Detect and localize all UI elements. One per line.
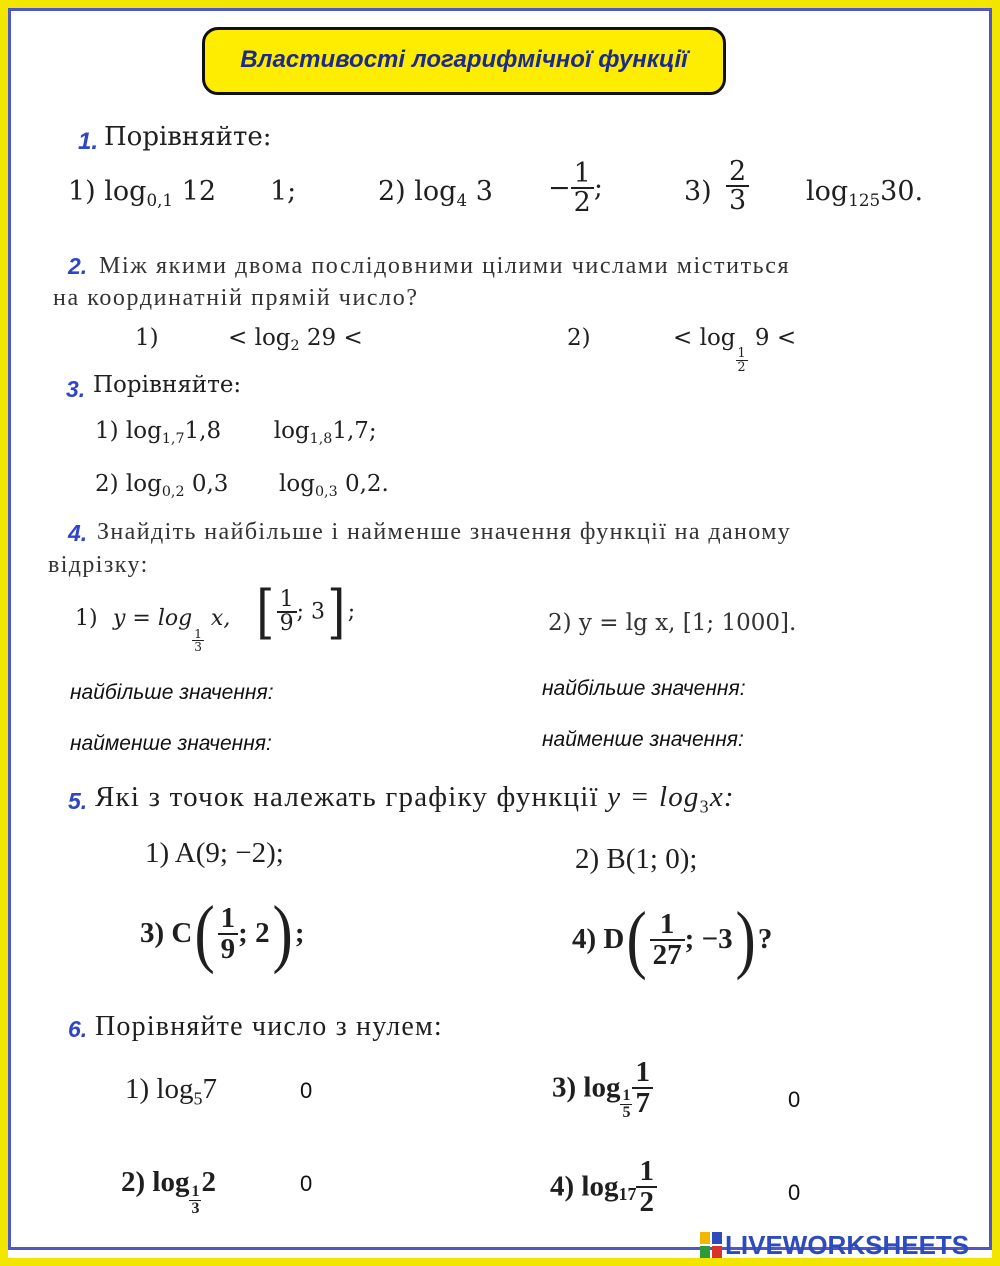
item-label: 1) log	[95, 418, 162, 444]
log-base: 125	[848, 189, 881, 210]
task-1-item-1-arg: 12	[181, 176, 217, 207]
task-1-item-1-prefix: 1) log	[68, 176, 147, 207]
fraction-two-thirds	[726, 158, 749, 214]
liveworksheets-mark-icon	[700, 1232, 722, 1258]
right-bracket-icon: ]	[327, 578, 346, 646]
task-1-item-3-fraction	[726, 158, 749, 214]
expr-suffix: 29 <	[306, 325, 363, 351]
task-6-item-4	[550, 1157, 657, 1217]
log-argument: 0,2.	[344, 471, 389, 497]
task-4-question-line-1: Знайдіть найбільше і найменше значення функції на даному	[97, 519, 792, 545]
task-6-number: 6.	[68, 1016, 88, 1042]
task-1-heading: Порівняйте:	[104, 122, 272, 152]
function-variable: x:	[709, 781, 735, 813]
question-mark: ?	[757, 923, 773, 955]
heading-text: Які з точок належать графіку функції	[95, 781, 599, 813]
item-label: 2) log	[95, 471, 162, 497]
task-2-number: 2.	[68, 253, 88, 279]
expr-prefix: < log	[228, 325, 291, 351]
interval-end: ; 3	[296, 599, 326, 625]
fraction-numerator: 1	[639, 1155, 654, 1187]
task-4-item-2: 2) y = lg x, [1; 1000].	[548, 610, 797, 636]
title-banner	[202, 27, 726, 95]
liveworksheets-brand-text: LIVEWORKSHEETS	[725, 1230, 970, 1260]
point-coordinate: ; −3	[684, 923, 733, 955]
task-6-item-2-zero: 0	[300, 1171, 313, 1196]
task-1-item-2-prefix: 2) log	[378, 176, 457, 207]
log-base: 1,8	[309, 430, 333, 447]
task-2-question-line-1: Між якими двома послідовними цілими числами міститься	[99, 253, 791, 279]
fraction-denominator: 7	[632, 1087, 653, 1118]
log-argument: 1,8	[184, 418, 222, 444]
left-bracket-icon: [	[256, 578, 275, 646]
item-label: 4) log	[550, 1170, 619, 1203]
log-argument: 7	[202, 1073, 217, 1105]
log-argument: 0,3	[191, 471, 229, 497]
fraction-numerator: 2	[729, 156, 747, 187]
fraction-denominator: 2	[571, 187, 594, 216]
task-4-item-1-max-label: найбільше значення:	[70, 681, 274, 704]
log-argument-fraction	[636, 1157, 657, 1217]
task-4-item-1-min-label: найменше значення:	[70, 732, 272, 755]
task-1-item-2	[378, 176, 493, 210]
fraction-one-half	[571, 160, 594, 216]
task-5-heading	[95, 781, 735, 817]
task-1-number: 1.	[78, 128, 99, 155]
task-3-number: 3.	[66, 376, 86, 402]
task-2-item-1-label: 1)	[135, 325, 159, 351]
task-5-point-2: 2) B(1; 0);	[575, 843, 698, 875]
left-paren-icon: (	[194, 891, 216, 975]
log-base: 3	[699, 796, 710, 817]
semicolon: ;	[593, 172, 603, 204]
fraction-denominator: 3	[194, 640, 202, 654]
task-6-item-1-zero: 0	[300, 1078, 313, 1103]
expr-prefix: < log	[673, 325, 736, 351]
task-4-item-1-label: 1)	[75, 606, 98, 631]
log-base-fraction	[736, 347, 748, 373]
fraction-numerator: 1	[220, 901, 236, 934]
fraction-denominator: 5	[622, 1103, 631, 1121]
task-6-item-1	[125, 1073, 217, 1109]
task-4-item-1-function	[113, 606, 230, 653]
point-label: 4) D	[572, 923, 625, 955]
fraction-numerator: 1	[737, 345, 746, 361]
fraction-numerator: 1	[279, 587, 294, 612]
task-2-item-1-expr	[228, 325, 363, 354]
fraction-one-ninth	[277, 589, 297, 635]
task-4-item-2-max-label: найбільше значення:	[542, 677, 746, 700]
fraction-one-twenty-seventh	[650, 907, 685, 971]
expr-suffix: 9 <	[754, 325, 797, 351]
log-base: 1,7	[161, 430, 185, 447]
fraction-denominator: 9	[277, 611, 297, 635]
fraction-numerator: 1	[659, 907, 675, 940]
page-title: Властивості логарифмічної функції	[240, 46, 688, 73]
task-1-item-3-log	[806, 176, 923, 210]
task-1-item-1	[68, 176, 216, 210]
task-6-item-3-zero: 0	[788, 1087, 801, 1112]
log-word: log	[279, 471, 315, 497]
log-base-fraction	[189, 1184, 201, 1217]
fraction-denominator: 2	[636, 1186, 657, 1217]
fraction-numerator: 1	[635, 1056, 650, 1088]
task-5-number: 5.	[68, 788, 88, 814]
point-label: 3) C	[140, 917, 193, 949]
item-label: 1) log	[125, 1073, 194, 1105]
semicolon: ;	[294, 917, 305, 949]
fraction-numerator: 1	[573, 158, 591, 189]
log-base: 0,3	[314, 483, 338, 500]
right-paren-icon: )	[735, 897, 756, 981]
fraction-denominator: 3	[191, 1200, 200, 1217]
task-2-item-2-label: 2)	[567, 325, 591, 351]
fraction-numerator: 1	[622, 1086, 631, 1104]
fraction-one-ninth	[218, 901, 239, 965]
log-base: 2	[290, 337, 300, 354]
log-base-fraction	[620, 1088, 632, 1121]
log-base: 0,2	[161, 483, 185, 500]
log-base: 17	[618, 1183, 637, 1204]
task-3-heading: Порівняйте:	[93, 372, 242, 398]
task-3-item-2	[95, 471, 389, 500]
log-argument: 1,7;	[332, 418, 377, 444]
log-word: log	[273, 418, 310, 444]
log-argument-fraction	[632, 1058, 653, 1118]
task-1-item-2-rhs	[548, 160, 603, 216]
log-word: log	[806, 176, 849, 207]
item-label: 2) log	[121, 1166, 190, 1198]
function-expr: y = log	[113, 606, 193, 631]
task-1-item-2-arg: 3	[475, 176, 493, 207]
right-paren-icon: )	[272, 891, 293, 975]
task-5-point-3	[140, 890, 305, 977]
log-argument: 2	[201, 1166, 216, 1198]
function-variable: x,	[210, 606, 231, 631]
minus-sign: −	[548, 172, 571, 204]
task-5-point-4	[572, 896, 772, 983]
log-argument: 30.	[880, 176, 924, 207]
task-5-point-1: 1) A(9; −2);	[145, 837, 284, 869]
task-1-item-1-rhs: 1;	[270, 176, 297, 207]
task-6-item-3	[552, 1058, 653, 1121]
fraction-denominator: 9	[218, 933, 239, 964]
log-base: 5	[193, 1088, 203, 1109]
task-4-item-2-min-label: найменше значення:	[542, 728, 744, 751]
fraction-numerator: 1	[191, 1183, 200, 1201]
task-1-item-2-base: 4	[456, 189, 468, 210]
fraction-denominator: 3	[726, 185, 749, 214]
task-4-item-1-interval	[254, 578, 355, 646]
task-2-question-line-2: на координатній прямій число?	[53, 285, 419, 311]
function-expr: y = log	[607, 781, 700, 813]
fraction-numerator: 1	[194, 626, 202, 641]
task-6-item-4-zero: 0	[788, 1180, 801, 1205]
task-3-item-1	[95, 418, 377, 447]
log-base-fraction	[192, 628, 204, 653]
task-6-item-2	[121, 1166, 216, 1217]
item-label: 3) log	[552, 1071, 621, 1104]
fraction-denominator: 2	[737, 359, 746, 374]
semicolon: ;	[347, 599, 356, 625]
task-1-item-1-base: 0,1	[146, 189, 174, 210]
task-1-item-3-label: 3)	[684, 176, 712, 207]
task-6-heading: Порівняйте число з нулем:	[95, 1011, 443, 1042]
point-coordinate: ; 2	[238, 917, 270, 949]
left-paren-icon: (	[626, 897, 648, 981]
task-4-question-line-2: відрізку:	[48, 552, 149, 578]
task-4-number: 4.	[68, 520, 88, 546]
task-2-item-2-expr	[673, 325, 796, 374]
fraction-denominator: 27	[650, 939, 685, 970]
